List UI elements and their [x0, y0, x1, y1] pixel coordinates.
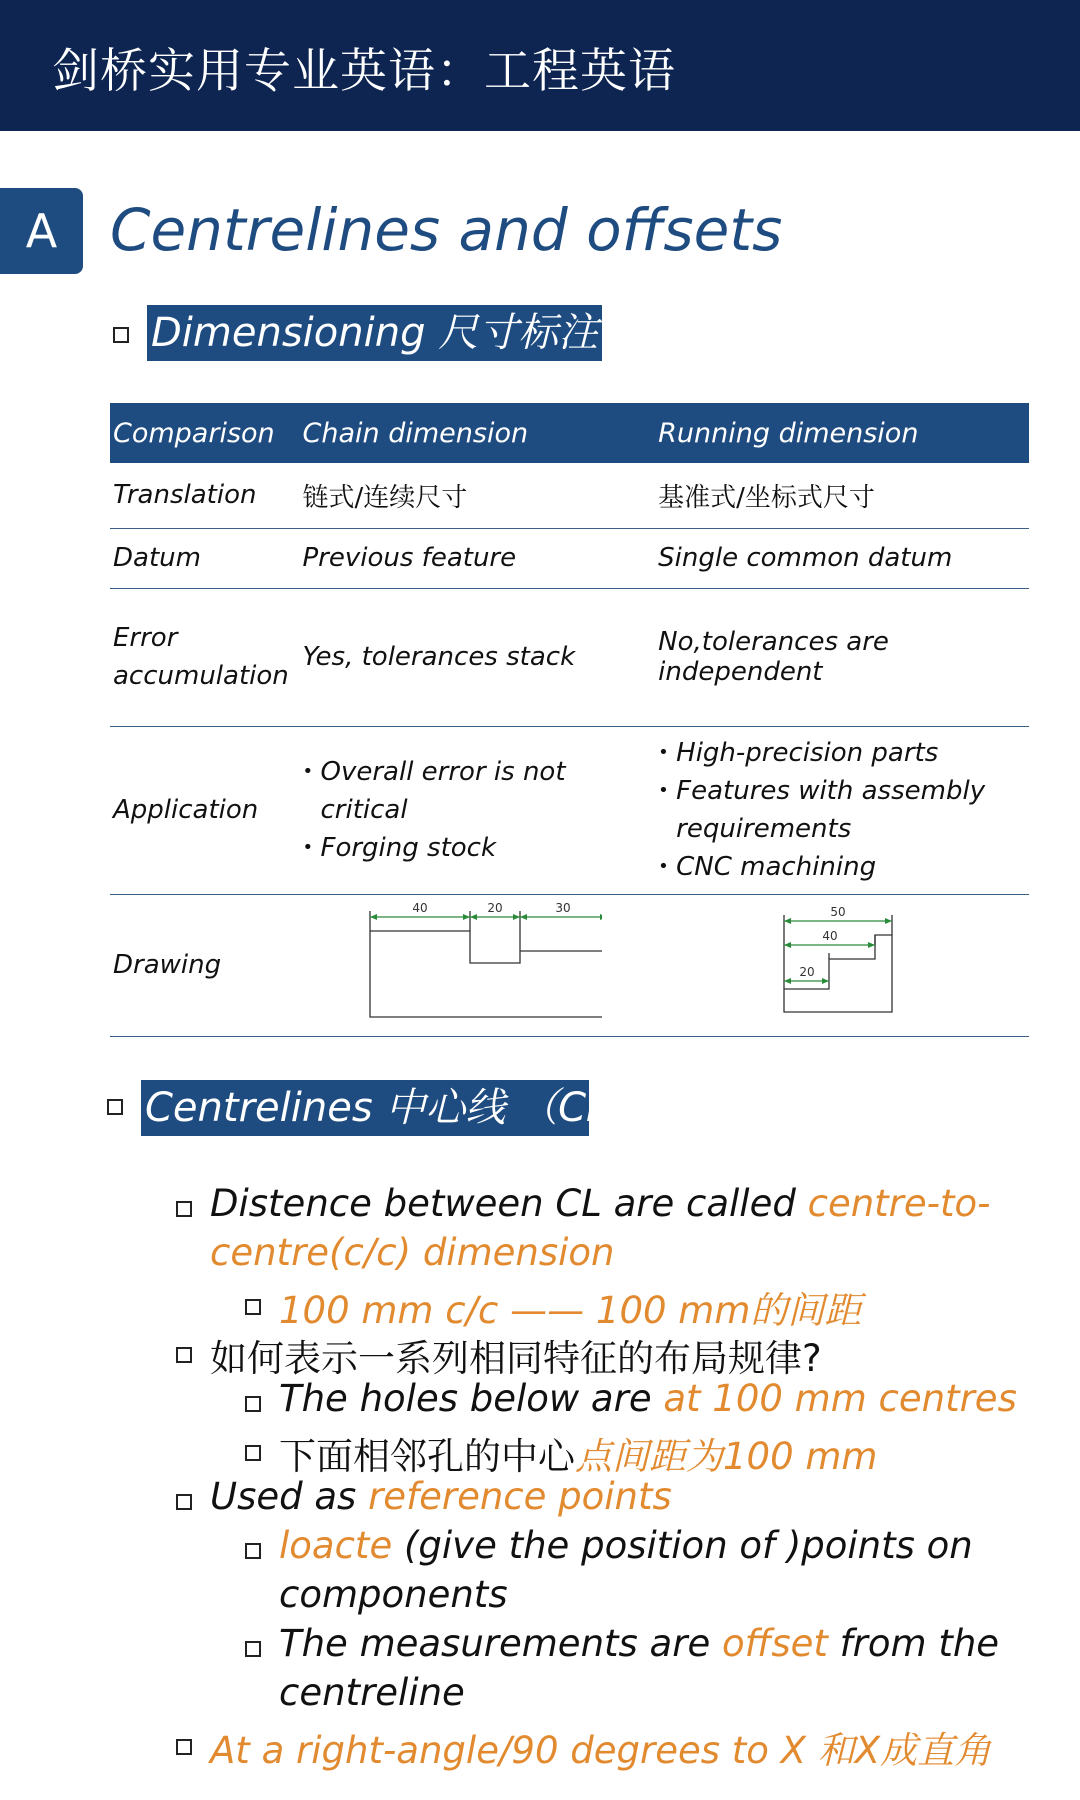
list-item [210, 1720, 991, 1774]
row-label: Drawing [110, 894, 300, 1036]
highlight-text: 100 mm c/c —— 100 mm的间距 [279, 1289, 862, 1332]
chain-cell [300, 726, 656, 894]
running-cell: Single common datum [655, 528, 1029, 588]
list-item: • Forging stock [303, 829, 653, 867]
text: The holes below are [279, 1377, 664, 1420]
table-row [110, 528, 1029, 588]
table-row [110, 463, 1029, 528]
text: from the [827, 1622, 1000, 1665]
highlight-text: reference points [368, 1475, 672, 1518]
dimension-label: 20 [799, 964, 815, 979]
square-bullet-icon [176, 1347, 192, 1363]
dimension-label: 30 [555, 900, 571, 915]
header-bar [0, 0, 1080, 131]
square-bullet-icon [245, 1543, 261, 1559]
part-outline [370, 931, 602, 963]
list-item [210, 1475, 672, 1518]
list-item [279, 1622, 999, 1665]
list-item: • CNC machining [658, 848, 1026, 886]
highlight-text: At a right-angle/90 degrees to X 和X成直角 [210, 1729, 992, 1772]
square-bullet-icon [245, 1641, 261, 1657]
square-bullet-icon [113, 327, 129, 343]
running-application-list [658, 734, 1026, 886]
text: 如何表示一系列相同特征的布局规律? [210, 1337, 822, 1380]
section-title: Centrelines and offsets [110, 196, 783, 264]
square-bullet-icon [176, 1739, 192, 1755]
list-item [279, 1377, 1017, 1420]
square-bullet-icon [107, 1099, 123, 1115]
row-label: Datum [110, 528, 300, 588]
chain-application-list [303, 753, 653, 867]
dimension-label: 40 [412, 900, 428, 915]
list-item [279, 1280, 861, 1334]
list-item [210, 1328, 822, 1382]
text: The measurements are [279, 1622, 722, 1665]
header-title: 剑桥实用专业英语：工程英语 [52, 44, 676, 99]
square-bullet-icon [245, 1445, 261, 1461]
list-item: • Overall error is not critical [303, 753, 653, 829]
running-drawing-cell [655, 894, 1029, 1036]
running-cell [655, 726, 1029, 894]
text: Used as [210, 1475, 369, 1518]
list-item-continuation: centre(c/c) dimension [210, 1231, 615, 1274]
table-row [110, 588, 1029, 726]
running-dimension-drawing [772, 897, 912, 1027]
highlight-text: centre-to- [807, 1182, 991, 1225]
highlight-text: offset [721, 1622, 828, 1665]
text: 下面相邻孔的中心 [279, 1435, 575, 1478]
chain-cell: Yes, tolerances stack [300, 588, 656, 726]
row-label: Translation [110, 463, 300, 528]
dimension-label: 40 [822, 928, 838, 943]
dimension-label: 20 [487, 900, 503, 915]
running-cell: 基准式/坐标式尺寸 [655, 463, 1029, 528]
square-bullet-icon [245, 1299, 261, 1315]
chain-dimension-drawing [352, 897, 602, 1027]
table-row [110, 894, 1029, 1036]
list-item [210, 1182, 991, 1225]
row-label: Error accumulation [110, 588, 300, 726]
list-item: • High-precision parts [658, 734, 1026, 772]
centrelines-heading: Centrelines 中心线 （CL） [141, 1080, 589, 1136]
highlight-text: loacte [279, 1524, 393, 1567]
list-item-continuation: components [279, 1573, 508, 1616]
dimension-label: 50 [830, 904, 846, 919]
highlight-text: 点间距为100 mm [575, 1435, 878, 1478]
text: Distence between CL are called [210, 1182, 808, 1225]
chain-cell: Previous feature [300, 528, 656, 588]
highlight-text: at 100 mm centres [663, 1377, 1017, 1420]
list-item [279, 1524, 973, 1567]
table-header-row [110, 403, 1029, 463]
comparison-table [110, 403, 1029, 1037]
chain-cell: 链式/连续尺寸 [300, 463, 656, 528]
table-header-cell: Chain dimension [300, 403, 656, 463]
table-header-cell: Comparison [110, 403, 300, 463]
table-row [110, 726, 1029, 894]
table-header-cell: Running dimension [655, 403, 1029, 463]
square-bullet-icon [176, 1201, 192, 1217]
list-item: • Features with assembly requirements [658, 772, 1026, 848]
part-outline [370, 931, 602, 1017]
running-cell: No,tolerances are independent [655, 588, 1029, 726]
section-badge: A [0, 188, 83, 274]
square-bullet-icon [176, 1494, 192, 1510]
text: (give the position of )points on [392, 1524, 973, 1567]
list-item-continuation: centreline [279, 1671, 465, 1714]
dimensioning-heading: Dimensioning 尺寸标注 [147, 305, 602, 361]
square-bullet-icon [245, 1396, 261, 1412]
row-label: Application [110, 726, 300, 894]
chain-drawing-cell [300, 894, 656, 1036]
list-item [279, 1426, 877, 1480]
